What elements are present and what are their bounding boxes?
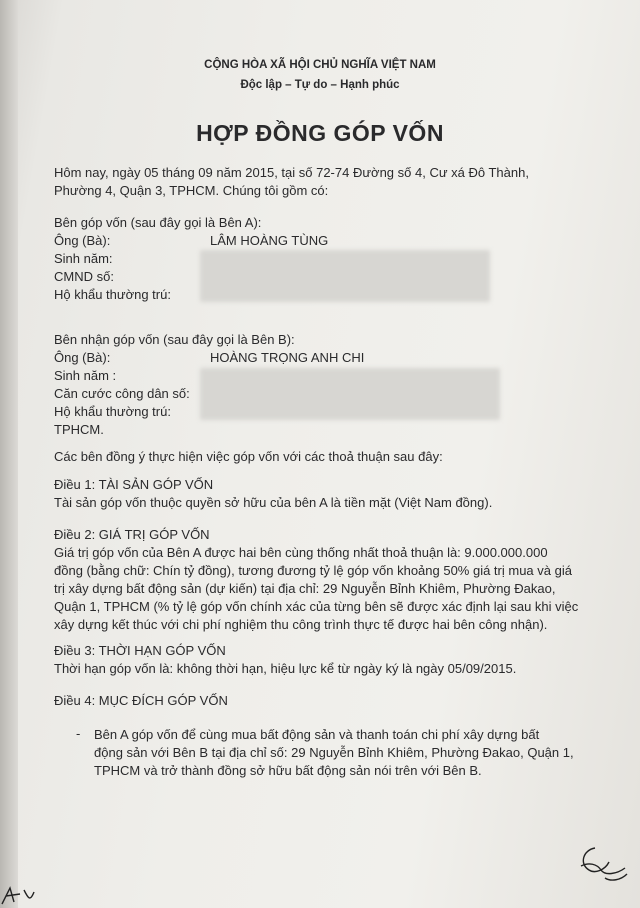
bullet-dash: - [76, 726, 81, 741]
redacted-party-b-details [200, 368, 500, 420]
article-4-text: động sản với Bên B tại địa chỉ số: 29 Nguyễn Bỉnh Khiêm, Phường Đakao, Quận 1, [94, 745, 574, 760]
article-2-text: trị xây dựng bất động sản (dự kiến) tại địa chỉ: 29 Nguyễn Bỉnh Khiêm, Phường Đakao, [54, 581, 556, 596]
party-b-address-label: Hộ khẩu thường trú: [54, 404, 171, 419]
intro-line: Hôm nay, ngày 05 tháng 09 năm 2015, tại số 72-74 Đường số 4, Cư xá Đô Thành, [54, 165, 529, 180]
article-4-text: TPHCM và trở thành đồng sở hữu bất động sản nói trên với Bên B. [94, 763, 482, 778]
article-4-text: Bên A góp vốn để cùng mua bất động sản và thanh toán chi phí xây dựng bất [94, 727, 540, 742]
article-2-text: đồng (bằng chữ: Chín tỷ đồng), tương đương tỷ lệ góp vốn khoảng 50% giá trị mua và giá [54, 563, 572, 578]
party-b-birth-label: Sinh năm : [54, 368, 117, 383]
article-1-heading: Điều 1: TÀI SẢN GÓP VỐN [54, 477, 214, 492]
party-a-birth-label: Sinh năm: [54, 251, 113, 266]
party-a-name-value: LÂM HOÀNG TÙNG [210, 233, 329, 248]
intro-line: Phường 4, Quận 3, TPHCM. Chúng tôi gồm có: [54, 183, 329, 198]
article-4-heading: Điều 4: MỤC ĐÍCH GÓP VỐN [54, 693, 228, 708]
initials-left-signature [0, 868, 40, 908]
redacted-party-a-details [200, 250, 490, 302]
party-a-name-label: Ông (Bà): [54, 233, 111, 248]
article-2-heading: Điều 2: GIÁ TRỊ GÓP VỐN [54, 527, 210, 542]
party-a-address-label: Hộ khẩu thường trú: [54, 287, 171, 302]
party-b-name-value: HOÀNG TRỌNG ANH CHI [210, 350, 365, 365]
party-b-id-label: Căn cước công dân số: [54, 386, 190, 401]
republic-header: CỘNG HÒA XÃ HỘI CHỦ NGHĨA VIỆT NAM [204, 59, 436, 71]
party-a-heading: Bên góp vốn (sau đây gọi là Bên A): [54, 215, 262, 230]
initials-right-signature [565, 840, 635, 890]
document-title: HỢP ĐỒNG GÓP VỐN [196, 120, 444, 146]
article-3-text: Thời hạn góp vốn là: không thời hạn, hiệu lực kể từ ngày ký là ngày 05/09/2015. [54, 661, 517, 676]
article-2-text: xây dựng kết thúc với chi phí nghiệm thu công trình thực tế được hai bên công nhận). [54, 617, 548, 632]
agreement-intro: Các bên đồng ý thực hiện việc góp vốn với các thoả thuận sau đây: [54, 449, 443, 464]
party-a-id-label: CMND số: [54, 269, 114, 284]
article-1-text: Tài sản góp vốn thuộc quyền sở hữu của bên A là tiền mặt (Việt Nam đồng). [54, 495, 493, 510]
motto-header: Độc lập – Tự do – Hạnh phúc [240, 79, 400, 91]
party-b-address-tail: TPHCM. [54, 422, 104, 437]
article-3-heading: Điều 3: THỜI HẠN GÓP VỐN [54, 643, 226, 658]
article-2-text: Giá trị góp vốn của Bên A được hai bên cùng thống nhất thoả thuận là: 9.000.000.000 [54, 545, 548, 560]
article-2-text: Quận 1, TPHCM (% tỷ lệ góp vốn chính xác của từng bên sẽ được xác định lại sau khi việc [54, 599, 579, 614]
party-b-heading: Bên nhận góp vốn (sau đây gọi là Bên B): [54, 332, 295, 347]
party-b-name-label: Ông (Bà): [54, 350, 111, 365]
